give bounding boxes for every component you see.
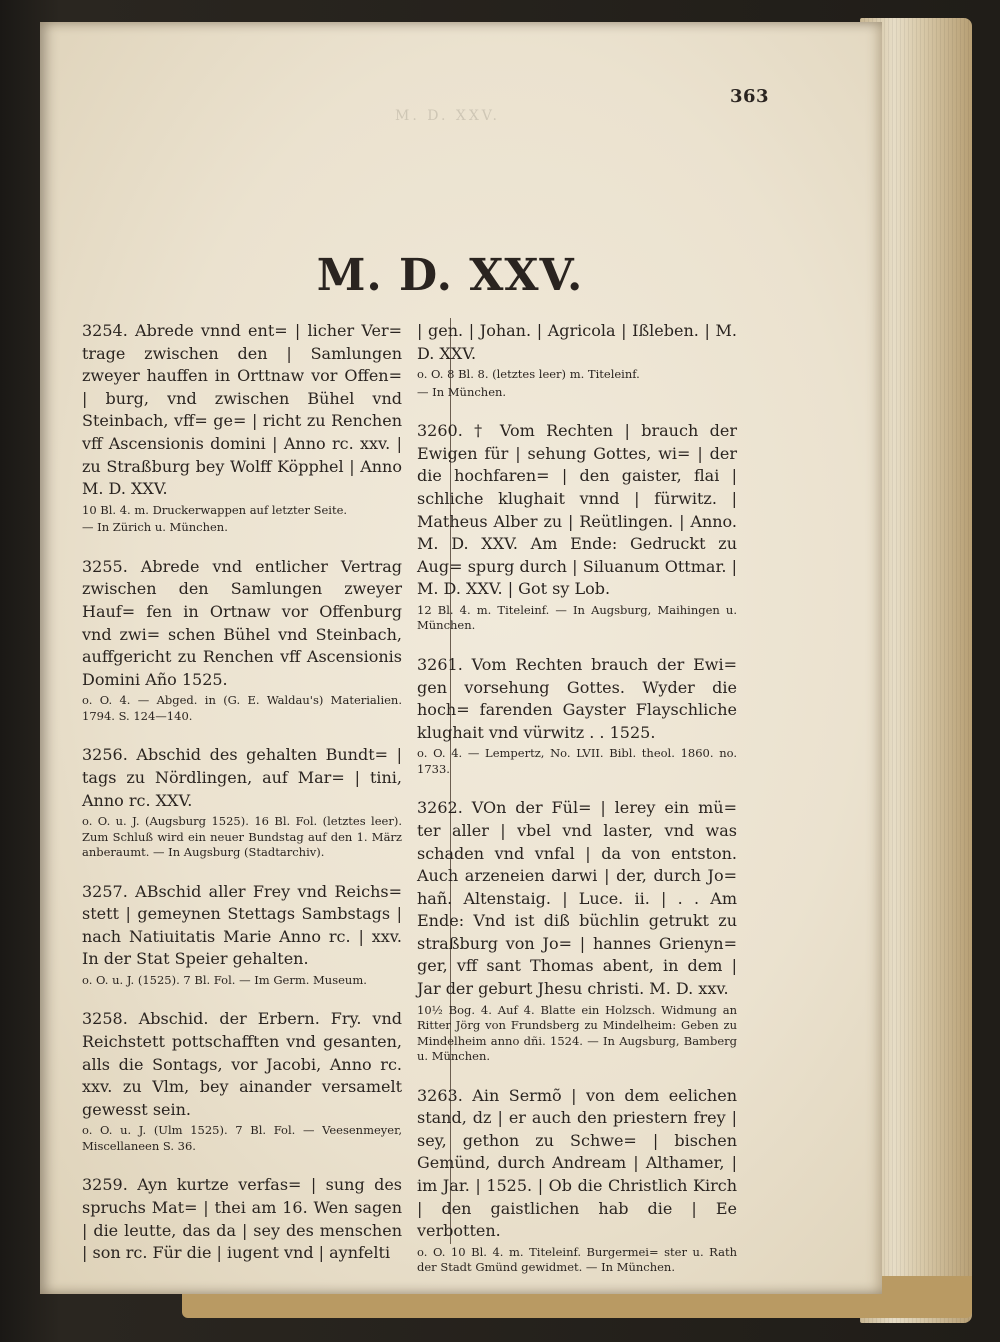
bleed-through-header: M. D. XXV.: [395, 108, 500, 124]
entry-note: — In Zürich u. München.: [82, 520, 228, 535]
entry-3262: [417, 797, 737, 1064]
entry-title: 3257. ABschid aller Frey vnd Reichs= stett | gemeynen Stettags Sambstags | nach Natiuitatis Marie Anno rc. | xxv. In der Stat Speier gehalten.: [82, 881, 402, 969]
entry-3260: [417, 420, 737, 634]
entry-3263: [417, 1085, 737, 1276]
section-year-heading: M. D. XXV.: [316, 250, 584, 301]
entry-title: 3254. Abrede vnnd ent= | licher Ver= trage zwischen den | Samlungen zweyer hauffen in Orttnaw vor Offen= | burg, vnd zwischen Bühel vnd Steinbach, vff= ge= | richt zu Renchen vff Ascensionis domini | Anno rc. xxv. | zu Straßburg bey Wolff Köpphel | Anno M. D. XXV.: [82, 321, 402, 499]
entry-title: 3258. Abschid. der Erbern. Fry. vnd Reichstett pottschafften vnd gesanten, alls die Sontags, vor Jacobi, Anno rc. xxv. zu Vlm, bey ainander versamelt gewesst sein.: [82, 1009, 402, 1119]
right-column: [417, 320, 737, 1296]
entry-title: 3256. Abschid des gehalten Bundt= | tags zu Nördlingen, auf Mar= | tini, Anno rc. XXV.: [82, 745, 402, 810]
entry-title: 3263. Ain Sermõ | von dem eelichen stand, dz | er auch den priestern frey | sey, gethon zu Schwe= | bischen Gemünd, durch Andream | Althamer, | im Jar. | 1525. | Ob die Christlich Kirch | den gaistlichen hab die | Ee verbotten.: [417, 1085, 737, 1241]
entry-note: o. O. 4. — Lempertz, No. LVII. Bibl. theol. 1860. no. 1733.: [417, 746, 737, 776]
entry-3255: [82, 556, 402, 725]
entry-note: o. O. u. J. (1525). 7 Bl. Fol. — Im Germ. Museum.: [82, 972, 367, 987]
entry-note: o. O. u. J. (Augsburg 1525). 16 Bl. Fol. (letztes leer). Zum Schluß wird ein neuer Bundstag auf den 1. März anberaumt. — In Augsburg (Stadtarchiv).: [82, 814, 402, 860]
entry-note: 10 Bl. 4. m. Druckerwappen auf letzter Seite.: [82, 502, 348, 517]
left-column: [82, 320, 402, 1285]
entry-title: 3262. VOn der Fül= | lerey ein mü= ter aller | vbel vnd laster, vnd was schaden vnd vnfal | da von entston. Auch arzeneien darwi | der, durch Jo= hañ. Altenstaig. | Luce. ii. | . . Am Ende: Vnd ist diß büchlin getrukt zu straßburg von Jo= | hannes Grienyn= ger, vff sant Thomas abent, in dem | Jar der geburt Jhesu christi. M. D. xxv.: [417, 798, 737, 999]
entry-3261: [417, 654, 737, 777]
entry-note: o. O. 8 Bl. 8. (letztes leer) m. Titeleinf.: [417, 367, 640, 382]
entry-title: | gen. | Johan. | Agricola | Ißleben. | M. D. XXV.: [417, 321, 737, 363]
entry-3254: [82, 320, 402, 536]
entry-note: — In München.: [417, 384, 507, 399]
entry-title: 3255. Abrede vnd entlicher Vertrag zwischen den Samlungen zweyer Hauf= fen in Ortnaw vor Offenburg vnd zwi= schen Bühel vnd Steinbach, auffgericht zu Renchen vff Ascensionis Domini Año 1525.: [82, 556, 402, 689]
entry-note: 10½ Bog. 4. Auf 4. Blatte ein Holzsch. Widmung an Ritter Jörg von Frundsberg zu Mindelheim: Geben zu Mindelheim anno dñi. 1524. — In Augsburg, Bamberg u. München.: [417, 1002, 737, 1064]
entry-3258: [82, 1008, 402, 1154]
entry-title: 3261. Vom Rechten brauch der Ewi= gen vorsehung Gottes. Wyder die hoch= farenden Gayster Flayschliche klughait vnd vürwitz . . 1525.: [417, 654, 737, 742]
entry-title: 3260. † Vom Rechten | brauch der Ewigen für | sehung Gottes, wi= | der die hochfaren= | den gaister, flai | schliche klughait vnnd | fürwitz. | Matheus Alber zu | Reütlingen. | Anno. M. D. XXV. Am Ende: Gedruckt zu Aug= spurg durch | Siluanum Ottmar. | M. D. XXV. | Got sy Lob.: [417, 421, 737, 599]
entry-note: o. O. u. J. (Ulm 1525). 7 Bl. Fol. — Veesenmeyer, Miscellaneen S. 36.: [82, 1123, 402, 1153]
entry-3257: [82, 881, 402, 989]
page-number: 363: [730, 86, 770, 107]
entry-3256: [82, 744, 402, 860]
entry-note: 12 Bl. 4. m. Titeleinf. — In Augsburg, Maihingen u. München.: [417, 602, 737, 633]
entry-note: o. O. 10 Bl. 4. m. Titeleinf. Burgermei= ster u. Rath der Stadt Gmünd gewidmet. — In München.: [417, 1244, 737, 1275]
entry-3259: [82, 1174, 402, 1264]
entry-note: o. O. 4. — Abged. in (G. E. Waldau's) Materialien. 1794. S. 124—140.: [82, 693, 402, 723]
entry-title: 3259. Ayn kurtze verfas= | sung des spruchs Mat= | thei am 16. Wen sagen | die leutte, das da | sey des menschen | son rc. Für die | iugent vnd | aynfelti: [82, 1175, 402, 1263]
book-page: [40, 22, 882, 1294]
entry-3259-continued: [417, 320, 737, 400]
